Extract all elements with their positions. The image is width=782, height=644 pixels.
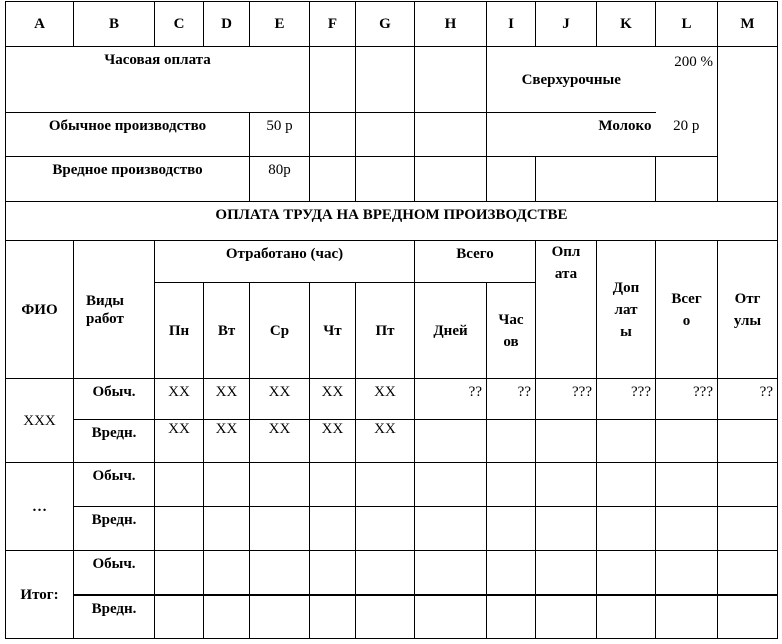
table-row [6,463,778,507]
cell-h4[interactable] [415,157,487,202]
cell-m2[interactable] [718,47,778,202]
table-row [6,507,778,551]
column-header-f[interactable]: F [310,2,356,47]
hours-cell[interactable]: XX [155,420,204,463]
empty-cell[interactable] [597,595,656,639]
column-header-j[interactable]: J [536,2,597,47]
work-type-normal[interactable]: Обыч. [74,463,155,507]
empty-cell[interactable] [536,420,597,463]
empty-cell[interactable] [718,551,778,595]
empty-cell[interactable] [487,551,536,595]
total-header[interactable]: Всего [415,241,536,283]
hours-total-cell[interactable]: ?? [487,379,536,420]
cell-i4[interactable] [487,157,536,202]
empty-cell[interactable] [310,507,356,551]
column-header-d[interactable]: D [204,2,250,47]
hours-cell[interactable]: XX [250,420,310,463]
empty-cell[interactable] [597,551,656,595]
fio-header[interactable]: ФИО [6,241,74,379]
empty-cell[interactable] [487,463,536,507]
empty-cell[interactable] [536,507,597,551]
work-type-harmful[interactable]: Вредн. [74,420,155,463]
work-type-normal[interactable]: Обыч. [74,551,155,595]
milk-label[interactable]: Молоко [487,113,656,157]
empty-cell[interactable] [250,507,310,551]
empty-cell[interactable] [356,595,415,639]
empty-cell[interactable] [356,463,415,507]
cell-h3[interactable] [415,113,487,157]
hours-cell[interactable]: XX [310,420,356,463]
empty-cell[interactable] [155,595,204,639]
hours-cell[interactable]: XX [356,379,415,420]
work-type-harmful[interactable]: Вредн. [74,595,155,639]
empty-cell[interactable] [155,507,204,551]
hours-cell[interactable]: XX [204,379,250,420]
normal-production-rate[interactable]: 50 р [250,113,310,157]
empty-cell[interactable] [310,595,356,639]
column-header-a[interactable]: A [6,2,74,47]
empty-cell[interactable] [155,551,204,595]
column-header-l[interactable]: L [656,2,718,47]
employee-name[interactable]: XXX [6,379,74,463]
hours-cell[interactable]: XX [310,379,356,420]
total-pay-cell[interactable]: ??? [656,379,718,420]
empty-cell[interactable] [718,463,778,507]
payment-cell[interactable]: ??? [536,379,597,420]
work-type-normal[interactable]: Обыч. [74,379,155,420]
table-title[interactable]: ОПЛАТА ТРУДА НА ВРЕДНОМ ПРОИЗВОДСТВЕ [6,202,778,241]
empty-cell[interactable] [415,420,487,463]
overtime-value[interactable]: 200 % [656,47,718,113]
cell-f2[interactable] [310,47,356,113]
empty-cell[interactable] [656,507,718,551]
column-header-g[interactable]: G [356,2,415,47]
empty-cell[interactable] [536,463,597,507]
ellipsis-name[interactable]: … [6,463,74,551]
day-wednesday-header[interactable]: Ср [250,283,310,379]
empty-cell[interactable] [536,551,597,595]
empty-cell[interactable] [656,551,718,595]
milk-value[interactable]: 20 р [656,113,718,157]
cell-g2[interactable] [356,47,415,113]
total-name[interactable]: Итог: [6,551,74,639]
table-row [6,420,778,463]
work-types-header[interactable]: Виды работ [74,241,155,379]
cell-h2[interactable] [415,47,487,113]
extra-pay-cell[interactable]: ??? [597,379,656,420]
column-header-e[interactable]: E [250,2,310,47]
cell-f3[interactable] [310,113,356,157]
time-off-cell[interactable]: ?? [718,379,778,420]
empty-cell[interactable] [250,551,310,595]
empty-cell[interactable] [487,595,536,639]
time-off-header[interactable]: Отгулы [718,241,778,379]
empty-cell[interactable] [415,507,487,551]
empty-cell[interactable] [718,507,778,551]
total-pay-header[interactable]: Всего [656,241,718,379]
column-header-i[interactable]: I [487,2,536,47]
empty-cell[interactable] [597,420,656,463]
empty-cell[interactable] [597,463,656,507]
column-header-h[interactable]: H [415,2,487,47]
harmful-production-rate[interactable]: 80р [250,157,310,202]
empty-cell[interactable] [718,595,778,639]
normal-production-label[interactable]: Обычное производство [6,113,250,157]
overtime-label[interactable]: Сверхурочные [487,47,656,113]
hours-cell[interactable]: XX [155,379,204,420]
empty-cell[interactable] [656,595,718,639]
empty-cell[interactable] [415,463,487,507]
column-header-row [6,2,778,47]
empty-cell[interactable] [250,463,310,507]
hourly-pay-label[interactable]: Часовая оплата [6,47,310,113]
empty-cell[interactable] [250,595,310,639]
extra-pay-header[interactable]: Доплаты [597,241,656,379]
hours-cell[interactable]: XX [250,379,310,420]
days-total-cell[interactable]: ?? [415,379,487,420]
spreadsheet-table [5,1,778,639]
empty-cell[interactable] [204,551,250,595]
day-thursday-header[interactable]: Чт [310,283,356,379]
day-tuesday-header[interactable]: Вт [204,283,250,379]
table-row [6,595,778,639]
cell-g4[interactable] [356,157,415,202]
empty-cell[interactable] [415,551,487,595]
column-header-c[interactable]: C [155,2,204,47]
cell-g3[interactable] [356,113,415,157]
column-header-k[interactable]: K [597,2,656,47]
days-header[interactable]: Дней [415,283,487,379]
empty-cell[interactable] [487,507,536,551]
table-row [6,551,778,595]
empty-cell[interactable] [656,463,718,507]
empty-cell[interactable] [204,507,250,551]
empty-cell[interactable] [155,463,204,507]
empty-cell[interactable] [204,595,250,639]
empty-cell[interactable] [310,551,356,595]
empty-cell[interactable] [356,507,415,551]
empty-cell[interactable] [487,420,536,463]
cell-j4[interactable] [536,157,656,202]
day-friday-header[interactable]: Пт [356,283,415,379]
work-type-harmful[interactable]: Вредн. [74,507,155,551]
hours-cell[interactable]: XX [356,420,415,463]
column-header-m[interactable]: M [718,2,778,47]
empty-cell[interactable] [204,463,250,507]
payment-header[interactable]: Оплата [536,241,597,379]
empty-cell[interactable] [356,551,415,595]
empty-cell[interactable] [718,420,778,463]
empty-cell[interactable] [597,507,656,551]
harmful-production-label[interactable]: Вредное производство [6,157,250,202]
empty-cell[interactable] [310,463,356,507]
hours-header[interactable]: Часов [487,283,536,379]
cell-f4[interactable] [310,157,356,202]
empty-cell[interactable] [415,595,487,639]
day-monday-header[interactable]: Пн [155,283,204,379]
empty-cell[interactable] [656,420,718,463]
table-row [6,379,778,420]
column-header-b[interactable]: B [74,2,155,47]
empty-cell[interactable] [536,595,597,639]
worked-hours-header[interactable]: Отработано (час) [155,241,415,283]
hours-cell[interactable]: XX [204,420,250,463]
